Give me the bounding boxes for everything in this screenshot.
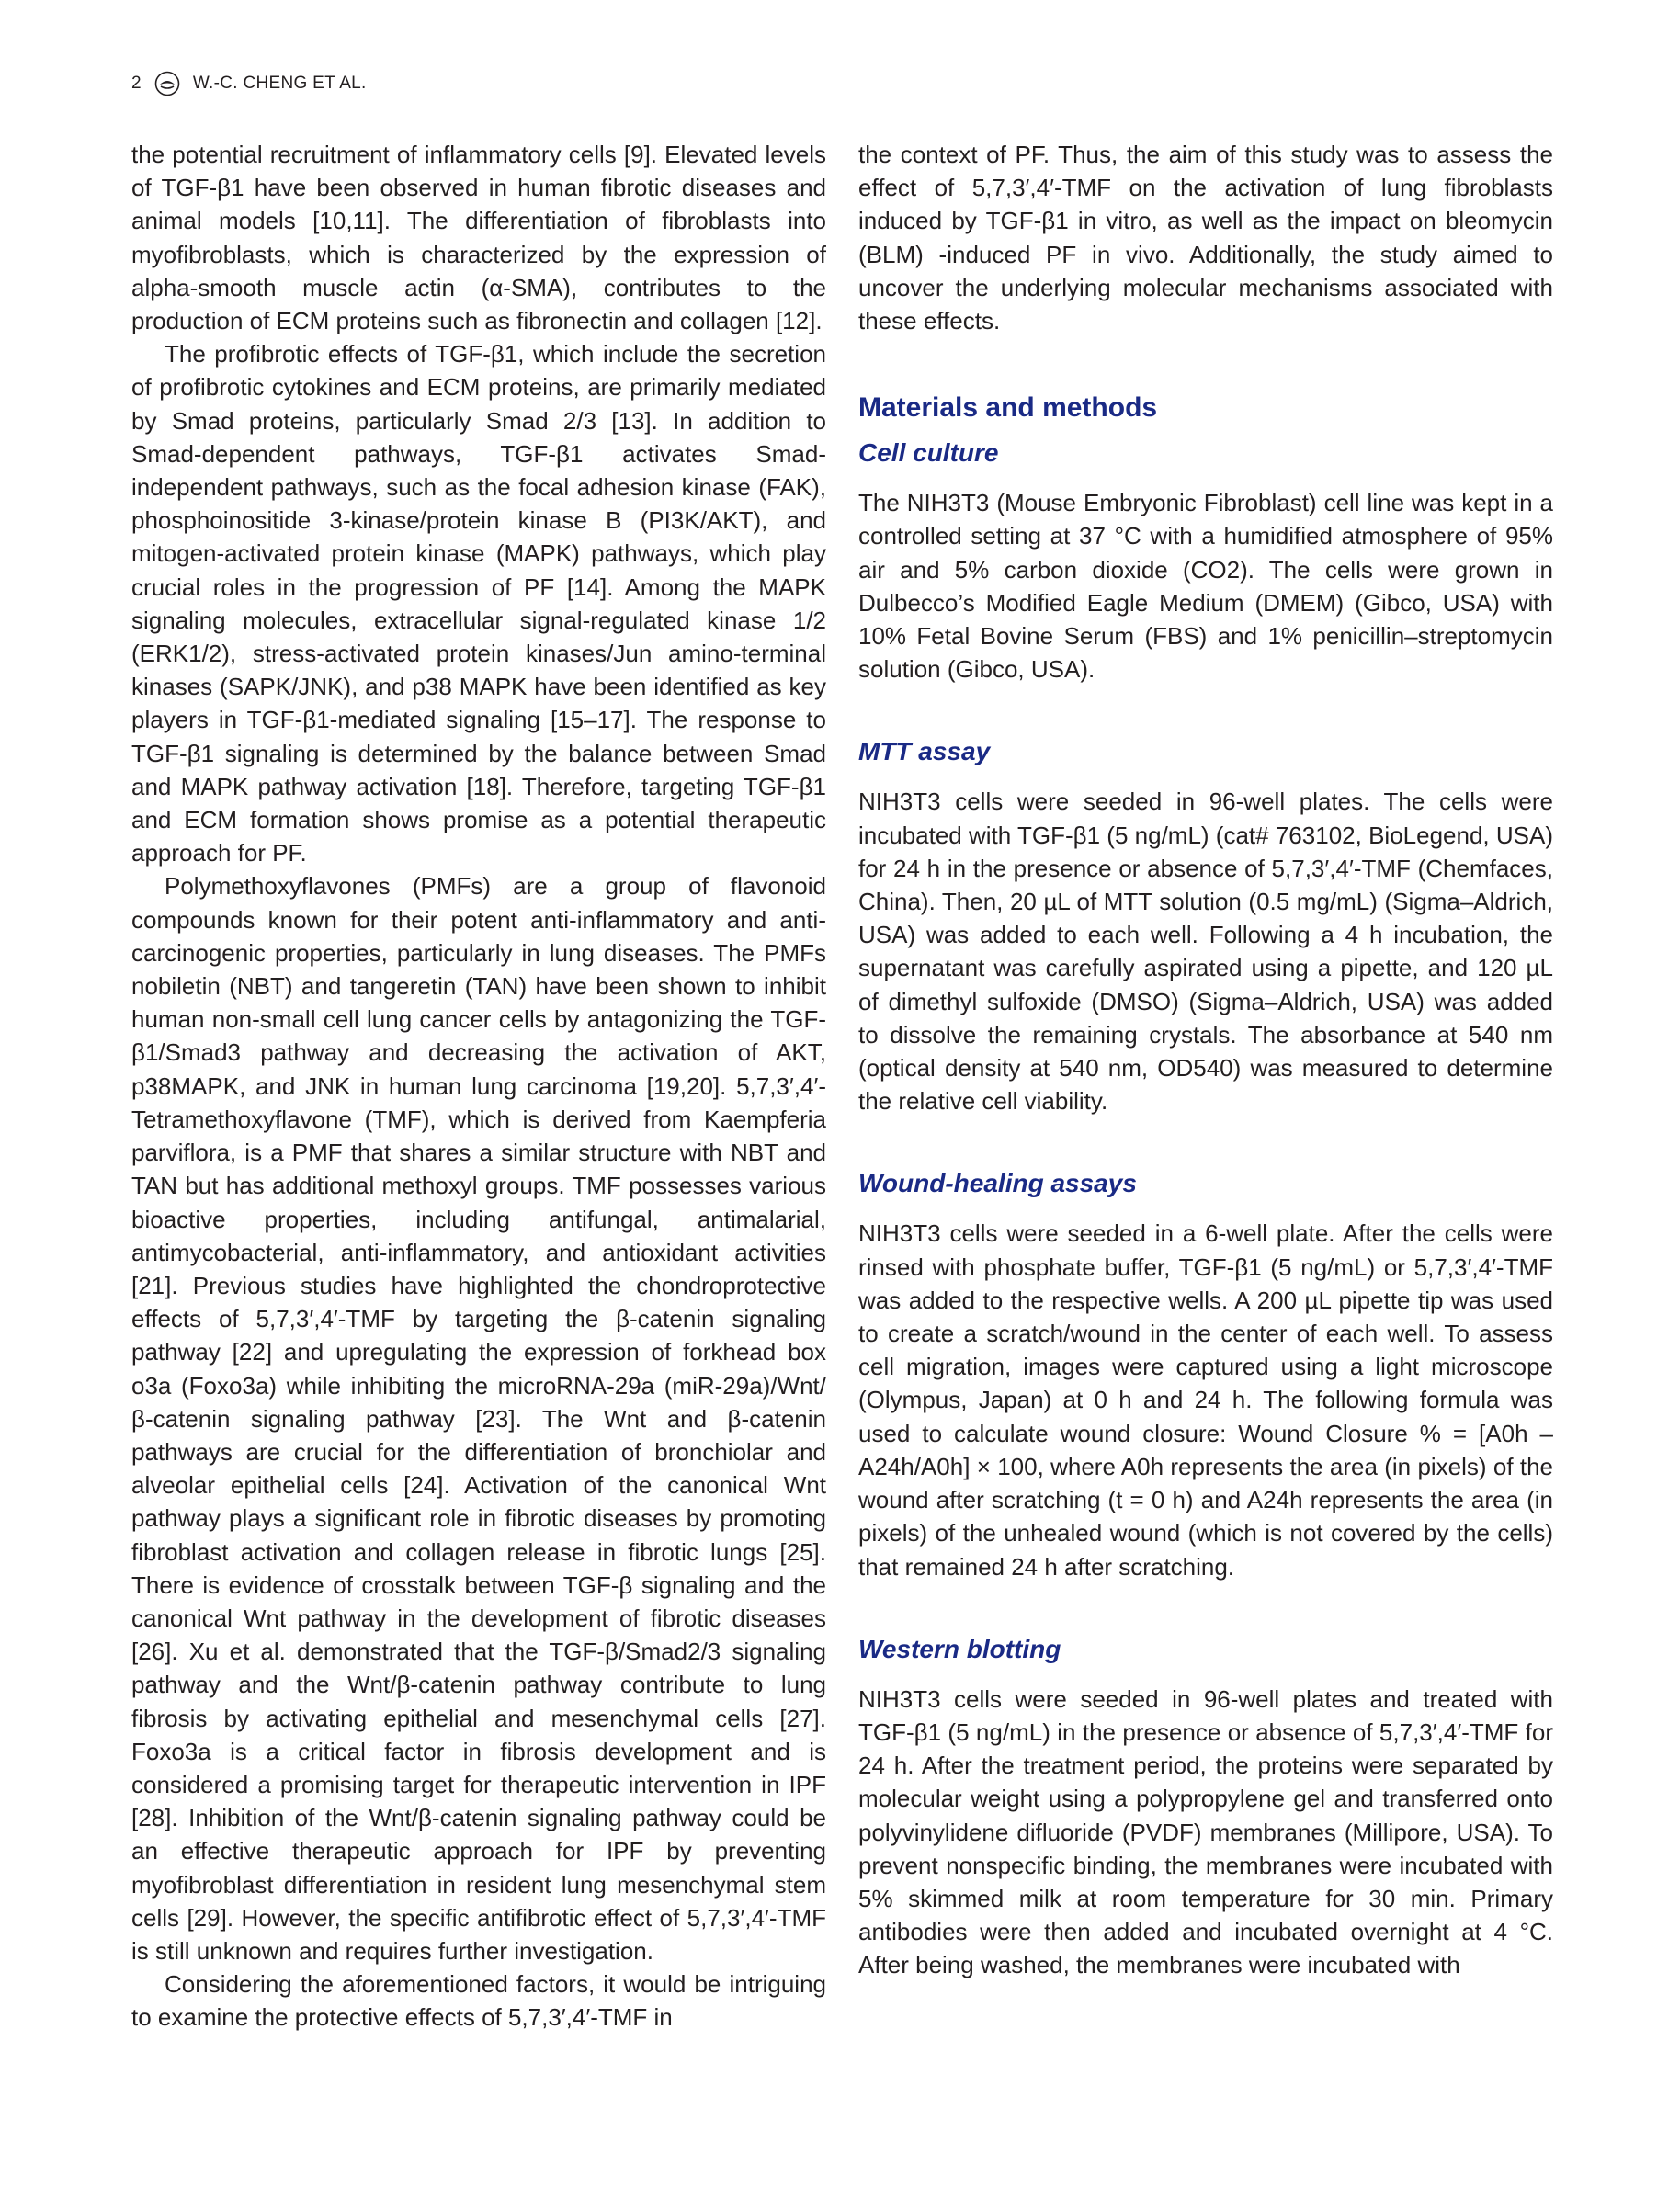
subsection-heading-wound-healing: Wound-healing assays [858, 1169, 1137, 1198]
subsection-heading-cell-culture: Cell culture [858, 438, 999, 468]
paragraph: the potential recruitment of inflammatory cells [9]. Elevated levels of TGF-β1 have been observed in human fibrotic diseases and animal models [10,11]. The differentiation of fibroblasts into myofibroblasts, which is characterized by the expression of alpha-smooth muscle actin (α-SMA), contributes to the production of ECM proteins such as fibronectin and collagen [12]. [131, 141, 826, 335]
paragraph: The profibrotic effects of TGF-β1, which include the secretion of profibrotic cytokines and ECM proteins, are primarily mediated by Smad proteins, particularly Smad 2/3 [13]. In addition to Smad-dependent pathways, TGF-β1 activates Smad-independent pathways, such as the focal adhesion kinase (FAK), phosphoinositide 3-kinase/protein kinase B (PI3K/AKT), and mitogen-activated protein kinase (MAPK) pathways, which play crucial roles in the progression of PF [14]. Among the MAPK signaling molecules, extracellular signal-regulated kinase 1/2 (ERK1/2), stress-activated protein kinases/Jun amino-terminal kinases (SAPK/JNK), and p38 MAPK have been identified as key players in TGF-β1-mediated signaling [15–17]. The response to TGF-β1 signaling is determined by the balance between Smad and MAPK pathway activation [18]. Therefore, targeting TGF-β1 and ECM formation shows promise as a potential therapeutic approach for PF. [131, 340, 826, 867]
paragraph-wound-healing: NIH3T3 cells were seeded in a 6-well plate. After the cells were rinsed with phosphate buffer, TGF-β1 (5 ng/mL) or 5,7,3′,4′-TMF was added to the respective wells. A 200 µL pipette tip was used to create a scratch/wound in the center of each well. To assess cell migration, images were captured using a light microscope (Olympus, Japan) at 0 h and 24 h. The following formula was used to calculate wound closure: Wound Closure % = [A0h – A24h/A0h] × 100, where A0h represents the area (in pixels) of the wound after scratching (t = 0 h) and A24h represents the area (in pixels) of the unhealed wound (which is not covered by the cells) that remained 24 h after scratching. [858, 1219, 1553, 1581]
paragraph: Considering the aforementioned factors, it would be intriguing to examine the protective effects of 5,7,3′,4′-TMF in [131, 1970, 826, 2032]
running-header [131, 68, 367, 99]
subsection-heading-western-blotting: Western blotting [858, 1634, 1061, 1663]
paragraph: Polymethoxyflavones (PMFs) are a group of flavonoid compounds known for their potent anti-inflammatory and anti-carcinogenic properties, particularly in lung diseases. The PMFs nobiletin (NBT) and tangeretin (TAN) have been shown to inhibit human non-small cell lung cancer cells by antagonizing the TGF-β1/Smad3 pathway and decreasing the activation of AKT, p38MAPK, and JNK in human lung carcinoma [19,20]. 5,7,3′,4′-Tetramethoxyflavone (TMF), which is derived from Kaempferia parviflora, is a PMF that shares a similar structure with NBT and TAN but has additional methoxyl groups. TMF possesses various bioactive properties, including antifungal, antimalarial, antimycobacterial, anti-inflammatory, and antioxidant activities [21]. Previous studies have highlighted the chondroprotective effects of 5,7,3′,4′-TMF by targeting the β-catenin signaling pathway [22] and upregulating the expression of forkhead box o3a (Foxo3a) while inhibiting the microRNA-29a (miR-29a)/Wnt/β-catenin signaling pathway [23]. The Wnt and β-catenin pathways are crucial for the differentiation of bronchiolar and alveolar epithelial cells [24]. Activation of the canonical Wnt pathway plays a significant role in fibrotic diseases by promoting fibroblast activation and collagen release in fibrotic lungs [25]. There is evidence of crosstalk between TGF-β signaling and the canonical Wnt pathway in the development of fibrotic diseases [26]. Xu et al. demonstrated that the TGF-β/Smad2/3 signaling pathway and the Wnt/β-catenin pathway contribute to lung fibrosis by activating epithelial and mesenchymal cells [27]. Foxo3a is a critical factor in fibrosis development and is considered a promising target for therapeutic intervention in IPF [28]. Inhibition of the Wnt/β-catenin signaling pathway could be an effective therapeutic approach for IPF by preventing myofibroblast differentiation in resident lung mesenchymal stem cells [29]. However, the specific antifibrotic effect of 5,7,3′,4′-TMF is still unknown and requires further investigation. [131, 872, 826, 1965]
running-head-authors: W.-C. CHENG ET AL. [192, 74, 367, 93]
paragraph-cell-culture: The NIH3T3 (Mouse Embryonic Fibroblast) cell line was kept in a controlled setting at 37 °C with a humidified atmosphere of 95% air and 5% carbon dioxide (CO2). The cells were grown in Dulbecco’s Modified Eagle Medium (DMEM) (Gibco, USA) with 10% Fetal Bovine Serum (FBS) and 1% penicillin–streptomycin solution (Gibco, USA). [858, 489, 1553, 684]
left-column [131, 138, 826, 2035]
paragraph-mtt-assay: NIH3T3 cells were seeded in 96-well plates. The cells were incubated with TGF-β1 (5 ng/mL) (cat# 763102, BioLegend, USA) for 24 h in the presence or absence of 5,7,3′,4′-TMF (Chemfaces, China). Then, 20 µL of MTT solution (0.5 mg/mL) (Sigma–Aldrich, USA) was added to each well. Following a 4 h incubation, the supernatant was carefully aspirated using a pipette, and 120 µL of dimethyl sulfoxide (DMSO) (Sigma–Aldrich, USA) was added to dissolve the remaining crystals. The absorbance at 540 nm (optical density at 540 nm, OD540) was measured to determine the relative cell viability. [858, 788, 1553, 1116]
paragraph: the context of PF. Thus, the aim of this study was to assess the effect of 5,7,3′,4′-TMF on the activation of lung fibroblasts induced by TGF-β1 in vitro, as well as the impact on bleomycin (BLM) -induced PF in vivo. Additionally, the study aimed to uncover the underlying molecular mechanisms associated with these effects. [858, 141, 1553, 335]
journal-logo-icon [154, 71, 180, 96]
page-number: 2 [131, 74, 142, 93]
subsection-heading-mtt-assay: MTT assay [858, 737, 991, 766]
right-column [858, 138, 1553, 1982]
section-heading-materials-methods: Materials and methods [858, 392, 1158, 424]
paragraph-western-blotting: NIH3T3 cells were seeded in 96-well plates and treated with TGF-β1 (5 ng/mL) in the presence or absence of 5,7,3′,4′-TMF for 24 h. After the treatment period, the proteins were separated by molecular weight using a polypropylene gel and transferred onto polyvinylidene difluoride (PVDF) membranes (Millipore, USA). To prevent nonspecific binding, the membranes were incubated with 5% skimmed milk at room temperature for 30 min. Primary antibodies were then added and incubated overnight at 4 °C. After being washed, the membranes were incubated with [858, 1684, 1553, 1979]
